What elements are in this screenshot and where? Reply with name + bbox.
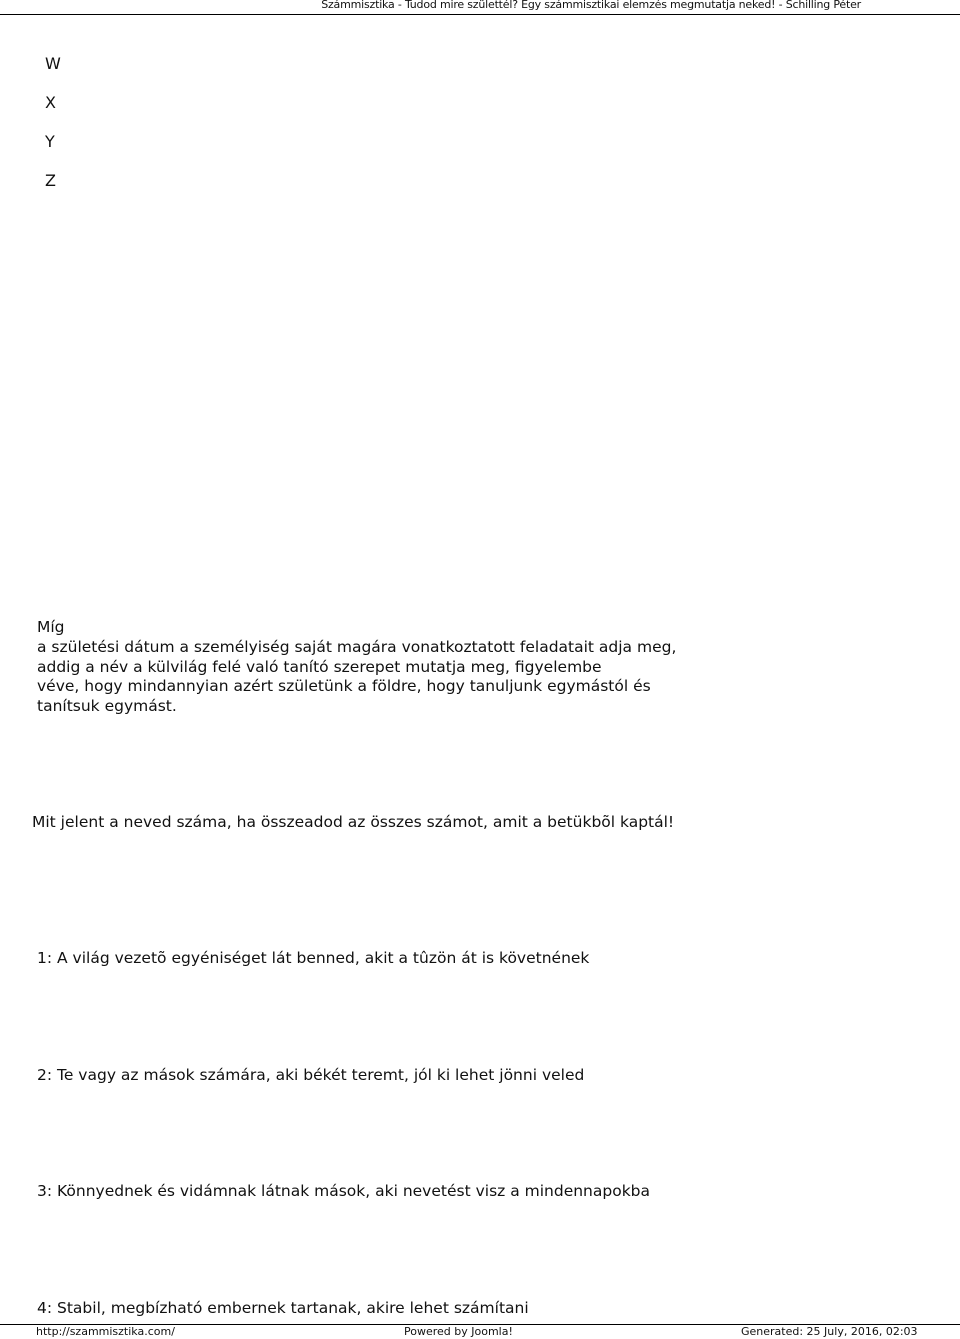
intro-line: véve, hogy mindannyian azért születünk a földre, hogy tanuljunk egymástól és xyxy=(37,677,651,696)
intro-line: a születési dátum a személyiség saját magára vonatkoztatott feladatait adja meg, xyxy=(37,637,677,656)
intro-line: Míg xyxy=(37,618,65,636)
intro-line: addig a név a külvilág felé való tanító szerepet mutatja meg, figyelembe xyxy=(37,657,602,676)
meaning-3: 3: Könnyednek és vidámnak látnak mások, aki nevetést visz a mindennapokba xyxy=(37,1182,651,1200)
meaning-4: 4: Stabil, megbízható embernek tartanak, akire lehet számítani xyxy=(37,1299,529,1317)
footer-powered: Powered by Joomla! xyxy=(404,1325,513,1338)
meaning-1: 1: A világ vezetõ egyéniséget lát benned, akit a tûzön át is követnének xyxy=(37,949,590,967)
intro-line: tanítsuk egymást. xyxy=(37,697,177,716)
meaning-2: 2: Te vagy az mások számára, aki békét teremt, jól ki lehet jönni veled xyxy=(37,1066,585,1084)
letter-y: Y xyxy=(45,132,55,151)
question-text: Mit jelent a neved száma, ha összeadod az összes számot, amit a betükbõl kaptál! xyxy=(32,813,675,831)
letter-x: X xyxy=(45,93,56,112)
letter-w: W xyxy=(45,54,61,73)
page-footer xyxy=(0,1324,960,1339)
page-header xyxy=(0,0,960,15)
header-title: Számmisztika - Tudod mire születtél? Egy számmisztikai elemzés megmutatja neked! - Schilling Péter xyxy=(321,0,861,11)
intro-paragraph xyxy=(37,618,697,717)
letter-z: Z xyxy=(45,171,56,190)
footer-url[interactable]: http://szammisztika.com/ xyxy=(36,1325,175,1338)
footer-generated: Generated: 25 July, 2016, 02:03 xyxy=(741,1325,918,1338)
